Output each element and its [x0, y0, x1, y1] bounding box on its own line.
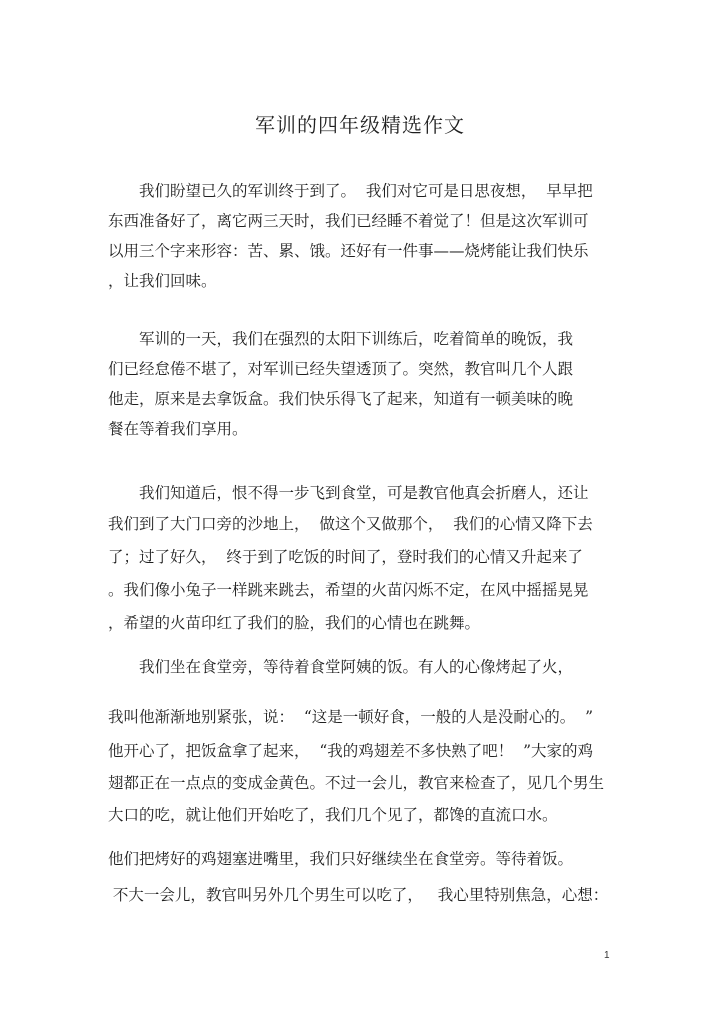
text-line: 军训的一天，我们在强烈的太阳下训练后，吃着简单的晚饭，我: [108, 330, 574, 348]
text-line: 他走，原来是去拿饭盒。我们快乐得飞了起来，知道有一顿美味的晚: [108, 390, 574, 408]
text-line: 我们坐在食堂旁，等待着食堂阿姨的饭。有人的心像烤起了火，: [108, 658, 574, 676]
text-line: 餐在等着我们享用。: [108, 420, 248, 438]
text-line: 他们把烤好的鸡翅塞进嘴里，我们只好继续坐在食堂旁。等待着饭。: [108, 850, 574, 868]
text-line: 他开心了，把饭盒拿了起来， “我的鸡翅差不多快熟了吧！ ”大家的鸡: [108, 742, 594, 760]
document-title: 军训的四年级精选作文: [255, 113, 465, 137]
text-line: 大口的吃，就让他们开始吃了，我们几个见了，都馋的直流口水。: [108, 806, 558, 824]
text-line: 以用三个字来形容：苦、累、饿。还好有一件事——烧烤能让我们快乐: [108, 242, 589, 260]
text-line: 。我们像小兔子一样跳来跳去，希望的火苗闪烁不定，在风中摇摇晃晃: [108, 581, 589, 599]
text-line: 东西准备好了，离它两三天时，我们已经睡不着觉了！但是这次军训可: [108, 212, 589, 230]
text-line: ，让我们回味。: [108, 272, 217, 290]
text-line: 我叫他渐渐地别紧张，说： “这是一顿好食，一般的人是没耐心的。 ”: [108, 708, 594, 726]
text-line: 翅都正在一点点的变成金黄色。不过一会儿，教官来检查了，见几个男生: [108, 774, 605, 792]
page-number: 1: [604, 950, 610, 961]
text-line: 们已经怠倦不堪了，对军训已经失望透顶了。突然，教官叫几个人跟: [108, 360, 574, 378]
text-line: 了；过了好久， 终于到了吃饭的时间了，登时我们的心情又升起来了: [108, 548, 583, 566]
text-line: 我们盼望已久的军训终于到了。 我们对它可是日思夜想， 早早把: [108, 182, 593, 200]
text-line: 我们知道后，恨不得一步飞到食堂，可是教官他真会折磨人，还让: [108, 484, 589, 502]
text-line: ，希望的火苗印红了我们的脸，我们的心情也在跳舞。: [108, 614, 481, 632]
text-line: 我们到了大门口旁的沙地上， 做这个又做那个， 我们的心情又降下去: [108, 515, 593, 533]
text-line: 不大一会儿，教官叫另外几个男生可以吃了， 我心里特别焦急，心想：: [108, 886, 609, 904]
